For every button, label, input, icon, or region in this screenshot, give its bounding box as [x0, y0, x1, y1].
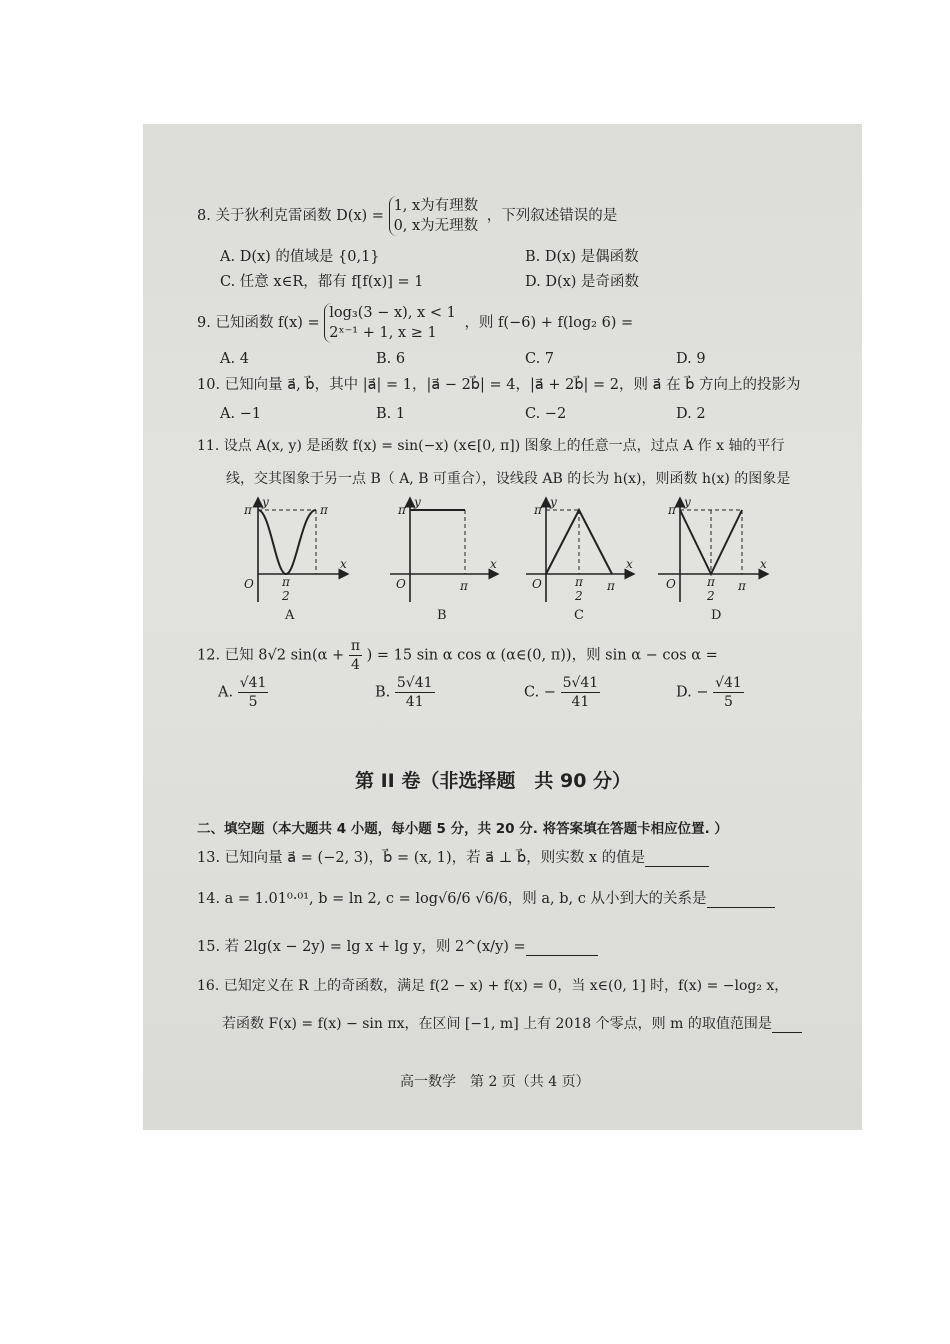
q9-piecewise — [324, 303, 460, 343]
graph-b-origin: O — [396, 577, 406, 591]
graph-d-half-pi-num: π — [707, 575, 715, 589]
graph-d-y-label: y — [684, 495, 691, 509]
q8-tail: ，下列叙述错误的是 — [486, 208, 618, 224]
graph-a-half-pi-den: 2 — [282, 589, 290, 603]
q8-function: D(x) = — [336, 208, 384, 224]
q8-option-d: D. D(x) 是奇函数 — [525, 274, 640, 290]
graph-a-x-label: x — [340, 557, 347, 571]
q8-piecewise — [389, 196, 483, 236]
q9-case1: log₃(3 − x), x < 1 — [329, 305, 456, 321]
q12-option-c-num: 5√41 — [562, 675, 599, 691]
q12-option-b-frac — [395, 674, 435, 711]
q15-text: 15. 若 2lg(x − 2y) = lg x + lg y，则 2^(x/y) = — [197, 939, 526, 955]
graph-c-pi-x: π — [607, 579, 615, 593]
q15-answer-blank[interactable] — [526, 940, 598, 956]
graph-d-caption: D — [711, 608, 722, 623]
graph-b-x-label: x — [490, 557, 497, 571]
q14 — [197, 890, 775, 908]
q13-answer-blank[interactable] — [645, 851, 709, 867]
q16-line2 — [222, 1015, 802, 1033]
q12-stem-a: 12. 已知 8√2 sin(α + — [197, 647, 345, 664]
page-footer: 高一数学 第 2 页（共 4 页） — [400, 1074, 590, 1090]
graph-d-x-label: x — [760, 557, 767, 571]
graph-a-caption: A — [285, 608, 295, 623]
q8-option-b: B. D(x) 是偶函数 — [525, 249, 639, 265]
q12-option-d-sign: − — [696, 684, 709, 701]
q12-option-c-frac — [561, 674, 601, 711]
fill-in-header: 二、填空题（本大题共 4 小题，每小题 5 分，共 20 分. 将答案填在答题卡相应位置. ） — [197, 821, 728, 837]
q9-stem — [197, 303, 633, 343]
q12-option-c-den: 41 — [571, 694, 590, 710]
q16-line2-text: 若函数 F(x) = f(x) − sin πx，在区间 [−1, m] 上有 2018 个零点，则 m 的取值范围是 — [222, 1016, 772, 1032]
q9-option-d: D. 9 — [676, 351, 706, 367]
graph-c-x-label: x — [626, 557, 633, 571]
q12-option-d-frac — [713, 674, 744, 711]
q12-option-a-letter: A. — [218, 684, 234, 701]
q9-stem-text: 9. 已知函数 f(x) = — [197, 315, 320, 331]
q9-option-c: C. 7 — [525, 351, 555, 367]
q12-frac-den: 4 — [350, 657, 360, 673]
q8-case1: 1, x为有理数 — [393, 198, 479, 214]
q9-tail: ，则 f(−6) + f(log₂ 6) = — [464, 315, 634, 331]
q14-answer-blank[interactable] — [707, 892, 775, 908]
q12-option-a-den: 5 — [248, 694, 258, 710]
q12-option-b — [375, 674, 435, 711]
q15 — [197, 938, 598, 956]
q10-option-d: D. 2 — [676, 406, 706, 422]
graph-d-pi-y: π — [668, 503, 676, 517]
q12-option-b-den: 41 — [405, 694, 424, 710]
q8-case2: 0, x为无理数 — [393, 218, 479, 234]
q8-option-c: C. 任意 x∈R，都有 f[f(x)] = 1 — [220, 274, 424, 290]
q9-case2: 2ˣ⁻¹ + 1, x ≥ 1 — [329, 325, 437, 341]
graph-a-pi-x: π — [320, 503, 328, 517]
q8-stem — [197, 196, 617, 236]
graph-c-y-label: y — [550, 495, 557, 509]
q12-option-d-num: √41 — [715, 675, 742, 691]
q12-option-d-letter: D. — [676, 684, 692, 701]
graph-b-pi-y: π — [398, 503, 406, 517]
q16-line1: 16. 已知定义在 R 上的奇函数，满足 f(2 − x) + f(x) = 0，当 x∈(0, 1] 时，f(x) = −log₂ x， — [197, 978, 789, 994]
q9-option-b: B. 6 — [376, 351, 406, 367]
q10-stem: 10. 已知向量 a⃗, b⃗，其中 |a⃗| = 1，|a⃗ − 2b⃗| = 4，|a⃗ + 2b⃗| = 2，则 a⃗ 在 b⃗ 方向上的投影为 — [197, 377, 801, 393]
q12-option-a-num: √41 — [239, 675, 267, 691]
graph-b-pi-x: π — [460, 579, 468, 593]
graph-c-half-pi-den: 2 — [575, 589, 583, 603]
q10-option-b: B. 1 — [376, 406, 406, 422]
graph-a-y-label: y — [262, 495, 269, 509]
q12-frac-num: π — [350, 638, 361, 654]
q8-option-a: A. D(x) 的值域是 {0,1} — [220, 249, 380, 265]
graph-d-pi-x: π — [738, 579, 746, 593]
graph-d-origin: O — [666, 577, 676, 591]
graph-a-origin: O — [244, 577, 254, 591]
graph-b — [390, 498, 498, 602]
graph-a — [258, 498, 348, 602]
q12-stem-b: ) = 15 sin α cos α (α∈(0, π))，则 sin α − cos α = — [366, 647, 718, 664]
q12-option-c-letter: C. — [524, 684, 540, 701]
q11-line1: 11. 设点 A(x, y) 是函数 f(x) = sin(−x) (x∈[0, π]) 图象上的任意一点，过点 A 作 x 轴的平行 — [197, 438, 785, 454]
q11-line2: 线，交其图象于另一点 B（ A, B 可重合），设线段 AB 的长为 h(x)，则函数 h(x) 的图象是 — [226, 471, 791, 487]
q12-option-a-frac — [238, 674, 269, 711]
q12-option-a — [218, 674, 268, 711]
graph-c-half-pi-num: π — [575, 575, 583, 589]
q12-option-d-den: 5 — [724, 694, 733, 710]
graph-c-pi-y: π — [534, 503, 542, 517]
graph-a-pi-y: π — [244, 503, 252, 517]
graph-c-origin: O — [532, 577, 542, 591]
q14-text: 14. a = 1.01⁰·⁰¹, b = ln 2, c = log√6/6 √6/6，则 a, b, c 从小到大的关系是 — [197, 891, 707, 907]
q13 — [197, 849, 709, 867]
q12-option-d — [676, 674, 744, 711]
q11-graphs — [230, 492, 790, 624]
graph-d-half-pi-den: 2 — [707, 589, 715, 603]
graph-a-half-pi-num: π — [282, 575, 290, 589]
graph-c-caption: C — [574, 608, 584, 623]
q12-option-c-sign: − — [543, 684, 556, 701]
graph-b-y-label: y — [414, 495, 421, 509]
q13-text: 13. 已知向量 a⃗ = (−2, 3)，b⃗ = (x, 1)，若 a⃗ ⊥ b⃗，则实数 x 的值是 — [197, 850, 646, 866]
q10-option-a: A. −1 — [220, 406, 262, 422]
q12-option-c — [524, 674, 600, 711]
q10-option-c: C. −2 — [525, 406, 567, 422]
q9-option-a: A. 4 — [220, 351, 249, 367]
q12-option-b-num: 5√41 — [396, 675, 433, 691]
graph-b-caption: B — [437, 608, 447, 623]
q16-answer-blank[interactable] — [772, 1017, 802, 1033]
q12-option-b-letter: B. — [375, 684, 391, 701]
section-2-title: 第 II 卷（非选择题 共 90 分） — [355, 770, 632, 792]
q8-stem-text: 8. 关于狄利克雷函数 — [197, 208, 332, 224]
q12-stem — [197, 637, 718, 674]
q12-fraction — [349, 637, 362, 674]
